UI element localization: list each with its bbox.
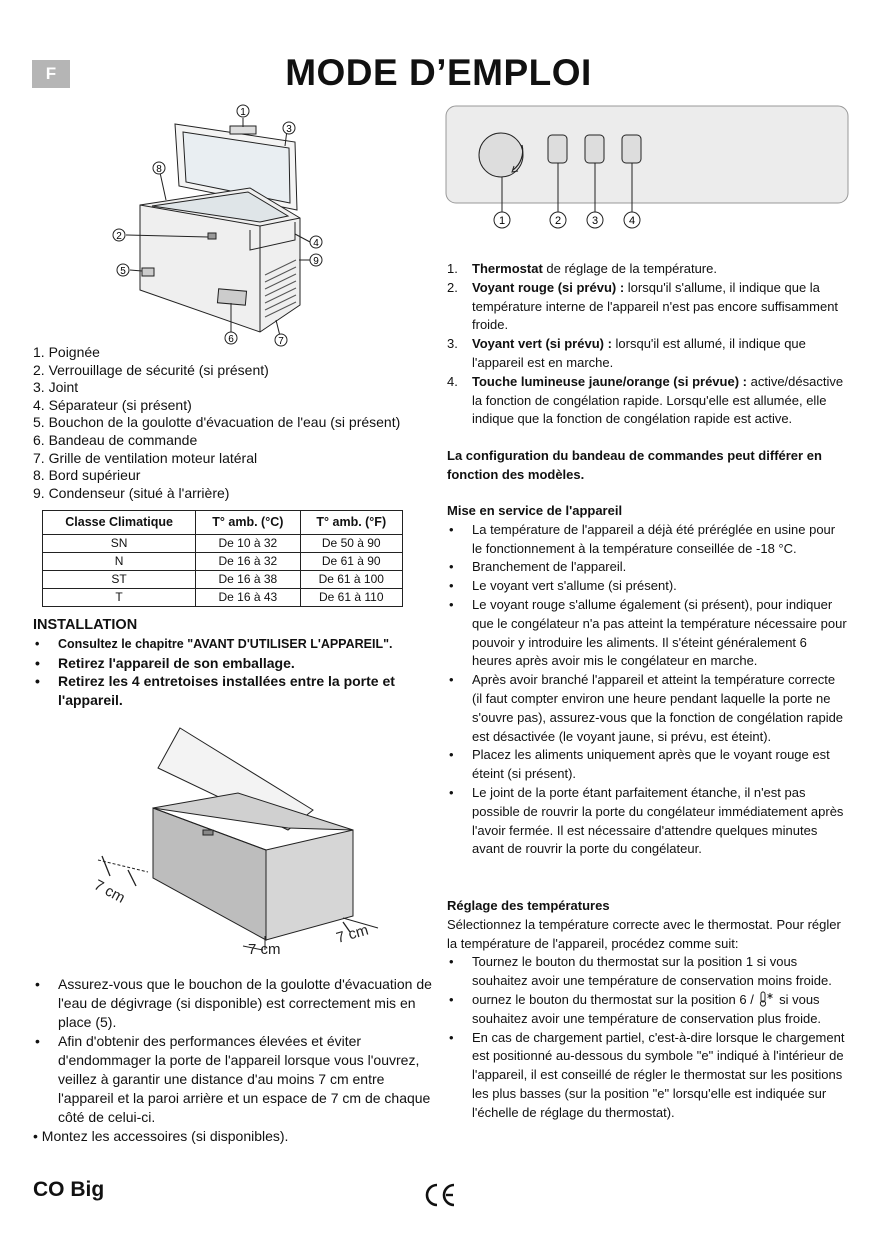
list-item: • Tournez le bouton du thermostat sur la position 1 si vous souhaitez avoir une température de conservation moins froide. xyxy=(449,954,832,989)
list-item: 1. Poignée xyxy=(33,344,100,360)
list-item: 2. Verrouillage de sécurité (si présent) xyxy=(33,361,269,378)
panel-callout-3: 3 xyxy=(591,215,599,227)
list-item: • Afin d'obtenir des performances élevées et éviter d'endommager la porte de l'appareil lorsque vous l'ouvrez, veillez à garantir une distance d'au moins 7 cm entre l'appareil et la paroi arrière et un espace de 7 cm de chaque côté de celui-ci. xyxy=(35,1033,431,1125)
panel-callout-2: 2 xyxy=(554,215,562,227)
panel-callout-4: 4 xyxy=(628,215,636,227)
list-item: • Assurez-vous que le bouchon de la goulotte d'évacuation de l'eau de dégivrage (si disponible) est correctement mis en place (5). xyxy=(35,976,432,1030)
ce-mark-logo xyxy=(423,1182,457,1213)
configuration-note: La configuration du bandeau de commandes peut différer en fonction des modèles. xyxy=(447,448,822,482)
clearance-diagram xyxy=(88,718,388,960)
list-item: • Branchement de l'appareil. xyxy=(449,559,627,575)
callout-1: 1 xyxy=(240,107,246,118)
table-row: N De 16 à 32 De 61 à 90 xyxy=(43,553,403,571)
table-header: T° amb. (°F) xyxy=(300,511,402,535)
controls-list xyxy=(447,260,847,429)
clearance-label-left: 7 cm xyxy=(91,876,128,907)
list-item: 1. Thermostat de réglage de la température. xyxy=(447,261,717,276)
list-item: 3. Joint xyxy=(33,379,79,396)
list-item: 4. Touche lumineuse jaune/orange (si prévue) : active/désactive la fonction de congélation rapide. Lorsqu'elle est allumée, elle indique que la fonction de congélation rapide est active. xyxy=(447,373,844,427)
list-item: • Le joint de la porte étant parfaitement étanche, il n'est pas possible de rouvrir la porte du congélateur immédiatement après l'avoir fermée. Il est nécessaire d'attendre quelques minutes avant de rouvrir la porte du congélateur. xyxy=(449,784,844,857)
freezer-diagram xyxy=(100,100,340,350)
callout-3: 3 xyxy=(286,124,292,135)
list-item: 2. Voyant rouge (si prévu) : lorsqu'il s'allume, il indique que la température interne de l'appareil n'est pas encore suffisamment froide. xyxy=(447,279,839,333)
list-item: 6. Bandeau de commande xyxy=(33,431,198,448)
installation-advice xyxy=(33,975,433,1146)
model-name: CO Big xyxy=(33,1178,105,1201)
table-header: T° amb. (°C) xyxy=(196,511,300,535)
list-item: 7. Grille de ventilation moteur latéral xyxy=(33,449,258,466)
parts-list xyxy=(33,344,400,502)
panel-callout-1: 1 xyxy=(498,215,506,227)
clearance-label-back: 7 cm xyxy=(248,941,281,958)
list-item: • ournez le bouton du thermostat sur la position 6 / si vous souhaitez avoir une température de conservation plus froide. xyxy=(449,991,822,1026)
accessories-note: • Montez les accessoires (si disponibles). xyxy=(33,1128,289,1144)
list-item: 9. Condenseur (situé à l'arrière) xyxy=(33,484,230,501)
installation-heading: INSTALLATION xyxy=(33,617,138,633)
table-row: SN De 10 à 32 De 50 à 90 xyxy=(43,535,403,553)
list-item: • Après avoir branché l'appareil et atteint la température correcte (il faut compter environ une heure pendant laquelle la porte ne s'ouvre pas), assurez-vous que la fonction de congélation rapide est désactivée (le voyant jaune, si prévu, est éteint). xyxy=(449,672,844,744)
section-heading: Réglage des températures xyxy=(447,898,610,913)
list-item: • Le voyant rouge s'allume également (si présent), pour indiquer que le congélateur n'a pas atteint la température nécessaire pour pouvoir y introduire les aliments. Il s'éteint généralement 6 heures après avoir mis le congélateur en marche. xyxy=(449,596,847,669)
thermometer-snowflake-icon xyxy=(757,991,775,1007)
clearance-label-right: 7 cm xyxy=(334,921,371,947)
list-item: 4. Séparateur (si présent) xyxy=(33,396,192,413)
language-badge: F xyxy=(32,60,70,88)
list-item: • Placez les aliments uniquement après que le voyant rouge est éteint (si présent). xyxy=(449,747,830,782)
list-item: 3. Voyant vert (si prévu) : lorsqu'il est allumé, il indique que l'appareil est en marche. xyxy=(447,336,806,370)
callout-4: 4 xyxy=(313,238,319,249)
callout-8: 8 xyxy=(156,164,162,175)
callout-6: 6 xyxy=(228,334,234,345)
list-item: • Le voyant vert s'allume (si présent). xyxy=(449,578,677,594)
table-row: ST De 16 à 38 De 61 à 100 xyxy=(43,571,403,589)
callout-5: 5 xyxy=(120,266,126,277)
list-item: • La température de l'appareil a déjà été préréglée en usine pour le fonctionnement à la température conseillée de -18 °C. xyxy=(449,521,836,556)
list-item: 8. Bord supérieur xyxy=(33,467,141,484)
installation-section xyxy=(33,617,433,709)
list-item: • En cas de chargement partiel, c'est-à-dire lorsque le chargement est positionné au-dessous du symbole "e" indiqué à l'intérieur de l'appareil, il est conseillé de régler le thermostat sur les positions les plus basses (sur la position "e" lorsqu'elle est indiquée sur l'échelle de réglage du thermostat). xyxy=(449,1029,845,1120)
list-item: • Retirez l'appareil de son emballage. xyxy=(35,654,295,671)
reglage-section xyxy=(447,897,847,1123)
list-item: 5. Bouchon de la goulotte d'évacuation de l'eau (si présent) xyxy=(33,414,401,431)
reglage-intro: Sélectionnez la température correcte avec le thermostat. Pour régler la température de l'appareil, procédez comme suit: xyxy=(447,916,841,951)
callout-2: 2 xyxy=(116,231,122,242)
section-heading: Mise en service de l'appareil xyxy=(447,503,623,518)
list-item: • Consultez le chapitre "AVANT D'UTILISER L'APPAREIL". xyxy=(35,637,393,651)
control-panel-diagram xyxy=(445,105,850,233)
table-header: Classe Climatique xyxy=(43,511,196,535)
page-title: MODE D’EMPLOI xyxy=(285,52,592,93)
mise-en-service-section xyxy=(447,502,847,859)
table-row: T De 16 à 43 De 61 à 110 xyxy=(43,589,403,607)
callout-7: 7 xyxy=(278,336,284,347)
list-item: • Retirez les 4 entretoises installées entre la porte et l'appareil. xyxy=(35,673,395,708)
climate-class-table xyxy=(42,510,403,607)
callout-9: 9 xyxy=(313,256,319,267)
